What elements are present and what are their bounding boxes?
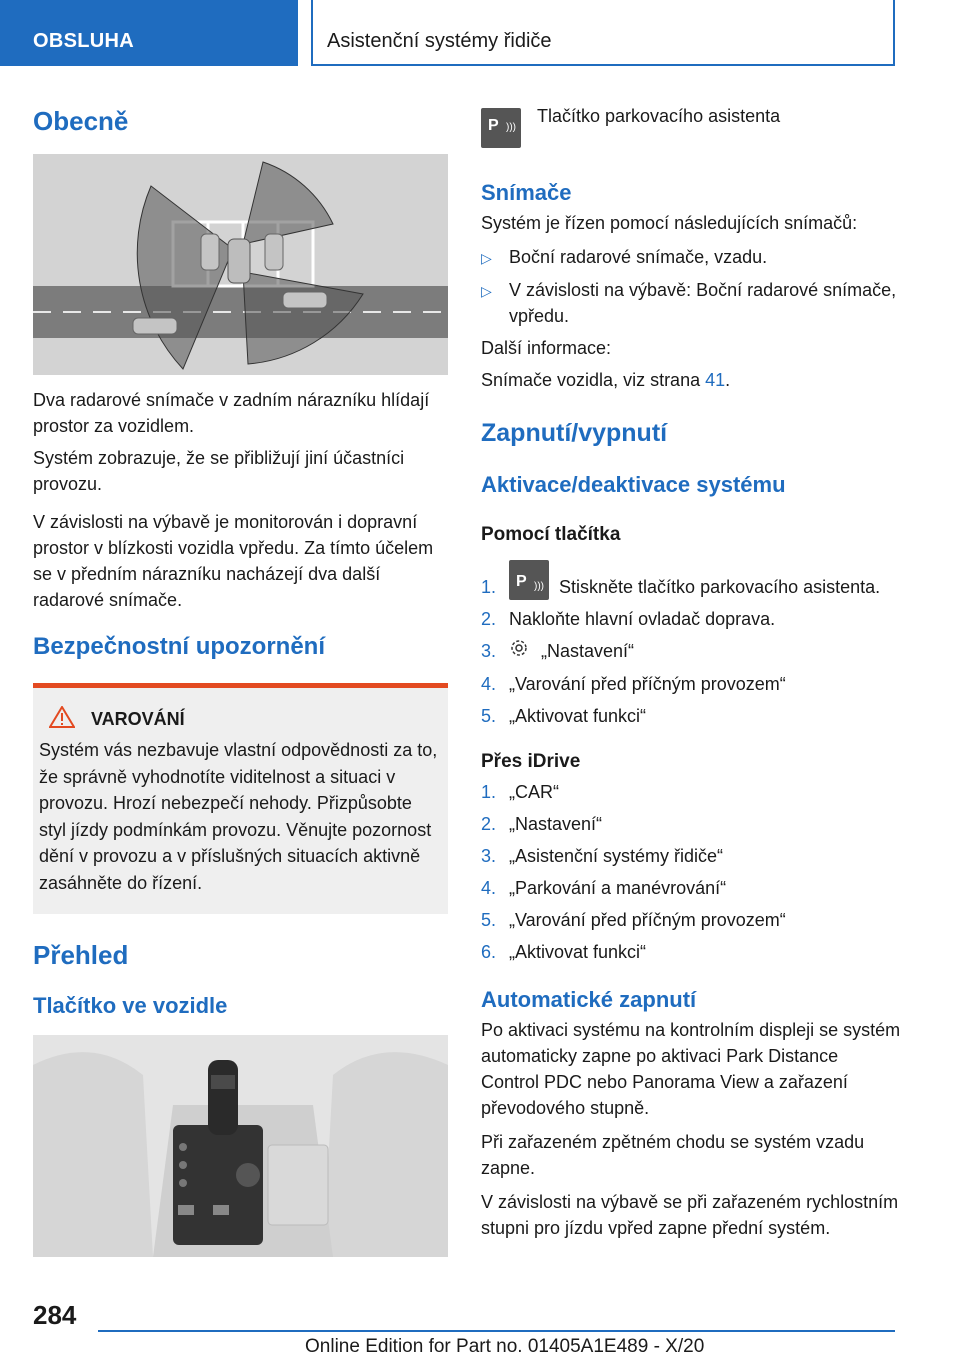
list-item bbox=[481, 811, 901, 837]
list-item bbox=[481, 671, 901, 697]
paragraph-general-3: V závislosti na výbavě je monitorován i dopravní prostor v blízkosti vozidla vpředu. Za tímto účelem se v předním nárazníku nacházejí dva další radarové snímače. bbox=[33, 512, 434, 610]
warning-box bbox=[33, 683, 448, 914]
warning-title: VAROVÁNÍ bbox=[91, 709, 185, 729]
paragraph-general-1: Dva radarové snímače v zadním nárazníku hlídají prostor za vozidlem. bbox=[33, 390, 430, 436]
sensor-item-text: Boční radarové snímače, vzadu. bbox=[509, 247, 768, 267]
list-item bbox=[481, 907, 901, 933]
heading-on-off: Zapnutí/vypnutí bbox=[481, 419, 668, 447]
page-41-link[interactable]: 41 bbox=[705, 370, 726, 390]
step-text: „Varování před příčným provozem“ bbox=[509, 674, 786, 694]
sensor-item bbox=[481, 244, 901, 271]
step-text: „Asistenční systémy řidiče“ bbox=[509, 846, 724, 866]
step-text: „Parkování a manévrování“ bbox=[509, 878, 727, 898]
list-item bbox=[481, 939, 901, 965]
step-text: „Nastavení“ bbox=[541, 641, 635, 661]
step-text: „CAR“ bbox=[509, 782, 559, 802]
warning-triangle-icon bbox=[49, 706, 75, 733]
parking-assistant-button-icon: P ))) bbox=[509, 560, 549, 600]
step-text: „Aktivovat funkci“ bbox=[509, 706, 647, 726]
list-item bbox=[481, 638, 901, 665]
heading-safety: Bezpečnostní upozornění bbox=[33, 633, 326, 660]
list-item bbox=[481, 560, 901, 600]
reference-period: . bbox=[725, 370, 731, 390]
sensor-item-text: V závislosti na výbavě: Boční radarové snímače, vpředu. bbox=[509, 280, 897, 326]
left-column bbox=[33, 96, 448, 1257]
auto-paragraph-3: V závislosti na výbavě se při zařazeném rychlostním stupni pro jízdu vpřed zapne přední systém. bbox=[481, 1192, 899, 1238]
sensor-item bbox=[481, 277, 901, 329]
step-text: „Varování před příčným provozem“ bbox=[509, 910, 786, 930]
step-number: 2. bbox=[481, 814, 497, 834]
warning-header bbox=[49, 706, 442, 733]
gear-icon bbox=[509, 638, 529, 665]
heading-sensors: Snímače bbox=[481, 180, 572, 205]
parking-assistant-button-icon: P ))) bbox=[481, 108, 521, 148]
step-number: 4. bbox=[481, 878, 497, 898]
auto-paragraph-2: Při zařazeném zpětném chodu se systém vzadu zapne. bbox=[481, 1132, 865, 1178]
auto-paragraph-1: Po aktivaci systému na kontrolním displeji se systém automaticky zapne po aktivaci Park Distance Control PDC nebo Panorama View a zařazení převodového stupně. bbox=[481, 1020, 901, 1118]
paragraph-general-2: Systém zobrazuje, že se přibližují jiní účastníci provozu. bbox=[33, 448, 405, 494]
header-section-tab bbox=[0, 0, 298, 66]
step-number: 5. bbox=[481, 910, 497, 930]
header-section-label: OBSLUHA bbox=[33, 30, 134, 52]
step-number: 3. bbox=[481, 846, 497, 866]
header-chapter-box bbox=[311, 0, 895, 66]
heading-activation: Aktivace/deaktivace systému bbox=[481, 472, 786, 497]
step-number: 3. bbox=[481, 641, 497, 661]
step-number: 5. bbox=[481, 706, 497, 726]
list-item bbox=[481, 779, 901, 805]
bullet-triangle-icon: ▷ bbox=[481, 250, 492, 266]
step-number: 1. bbox=[481, 577, 497, 597]
parking-button-row bbox=[481, 108, 901, 148]
list-item bbox=[481, 703, 901, 729]
more-info-reference bbox=[481, 367, 901, 393]
more-info-label: Další informace: bbox=[481, 338, 612, 358]
heading-general: Obecně bbox=[33, 106, 129, 136]
step-number: 6. bbox=[481, 942, 497, 962]
footer-rule bbox=[98, 1330, 895, 1332]
step-text: Stiskněte tlačítko parkovacího asistenta. bbox=[559, 577, 881, 597]
list-item bbox=[481, 606, 901, 632]
step-text: Nakloňte hlavní ovladač doprava. bbox=[509, 609, 776, 629]
step-text: „Aktivovat funkci“ bbox=[509, 942, 647, 962]
step-number: 2. bbox=[481, 609, 497, 629]
parking-button-caption: Tlačítko parkovacího asistenta bbox=[537, 106, 781, 126]
radar-coverage-illustration bbox=[33, 154, 448, 375]
heading-button-in-vehicle: Tlačítko ve vozidle bbox=[33, 993, 228, 1018]
warning-text: Systém vás nezbavuje vlastní odpovědnosti za to, že správně vyhodnotíte viditelnost a situaci v provozu. Hrozí nebezpečí nehody. Přizpůsobte styl jízdy podmínkám provozu. Věnujte pozornost dění v provozu a v příslušných situacích aktivně zasáhněte do řízení. bbox=[39, 740, 438, 893]
button-steps-list bbox=[481, 560, 901, 729]
step-text: „Nastavení“ bbox=[509, 814, 603, 834]
idrive-steps-list bbox=[481, 779, 901, 965]
heading-by-button: Pomocí tlačítka bbox=[481, 524, 621, 545]
reference-text: Snímače vozidla, viz strana bbox=[481, 370, 701, 390]
bullet-triangle-icon: ▷ bbox=[481, 283, 492, 299]
sensors-intro: Systém je řízen pomocí následujících snímačů: bbox=[481, 213, 858, 233]
page-number: 284 bbox=[33, 1300, 77, 1330]
step-number: 1. bbox=[481, 782, 497, 802]
header-chapter-label: Asistenční systémy řidiče bbox=[327, 30, 552, 52]
heading-idrive: Přes iDrive bbox=[481, 751, 581, 772]
right-column bbox=[481, 96, 901, 1241]
heading-overview: Přehled bbox=[33, 940, 129, 970]
list-item bbox=[481, 875, 901, 901]
heading-automatic-on: Automatické zapnutí bbox=[481, 987, 697, 1012]
list-item bbox=[481, 843, 901, 869]
center-console-illustration bbox=[33, 1035, 448, 1257]
step-number: 4. bbox=[481, 674, 497, 694]
footer-edition: Online Edition for Part no. 01405A1E489 - X/20 bbox=[305, 1336, 705, 1357]
